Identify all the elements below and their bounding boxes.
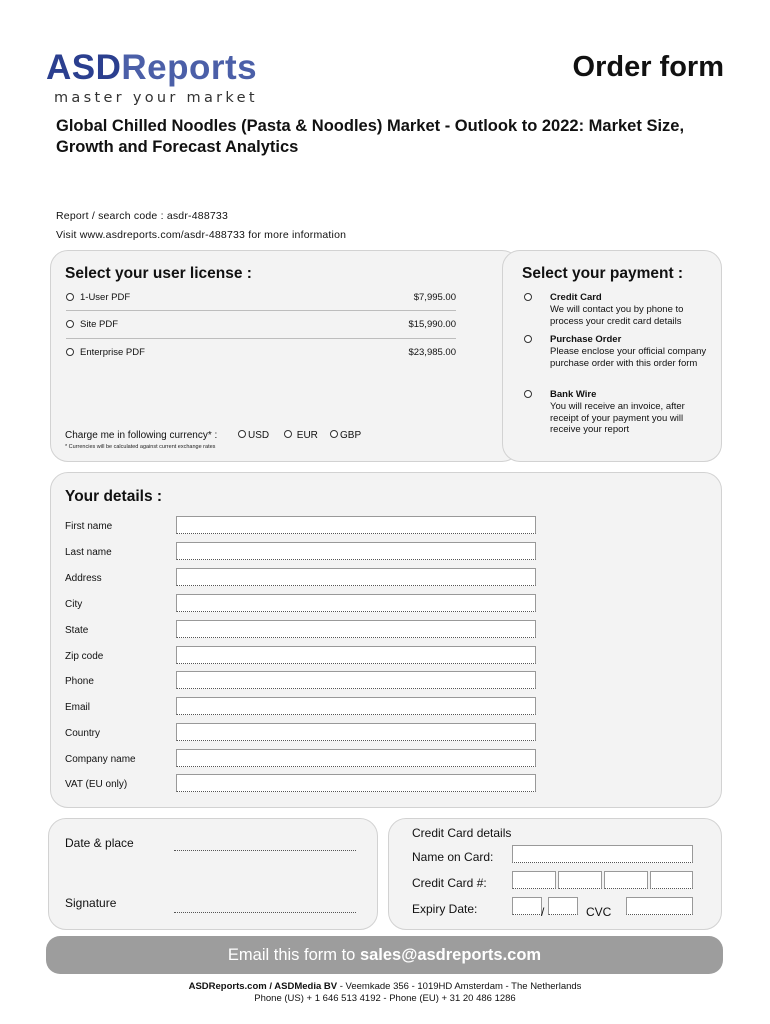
footer-company: ASDMedia BV	[274, 981, 338, 992]
license-label: 1-User PDF	[80, 292, 131, 303]
date-signature-panel	[48, 818, 378, 930]
card-number-label: Credit Card #:	[412, 876, 487, 890]
cvc-label: CVC	[586, 905, 612, 919]
zip-code-field[interactable]	[176, 646, 536, 664]
email-label: Email	[65, 702, 91, 713]
card-number-field-3[interactable]	[604, 871, 648, 889]
currency-radio-icon[interactable]	[284, 430, 292, 438]
payment-radio-icon[interactable]	[524, 335, 532, 343]
address-label: Address	[65, 573, 102, 584]
zip-code-label: Zip code	[65, 651, 104, 662]
state-label: State	[65, 625, 89, 636]
asdreports-logo	[46, 48, 258, 106]
report-title: Global Chilled Noodles (Pasta & Noodles) Market - Outlook to 2022: Market Size, Growth and Forecast Analytics	[56, 117, 685, 156]
license-radio-icon[interactable]	[66, 320, 74, 328]
license-radio-icon[interactable]	[66, 293, 74, 301]
currency-footnote: * Currencies will be calculated against current exchange rates	[65, 444, 216, 450]
email-field[interactable]	[176, 697, 536, 715]
card-number-field-2[interactable]	[558, 871, 602, 889]
payment-option-desc: Please enclose your official company purchase order with this order form	[550, 346, 707, 369]
license-option-1-user[interactable]	[66, 291, 456, 305]
logo-tagline: master your market	[54, 90, 258, 106]
company-name-field[interactable]	[176, 749, 536, 767]
signature-label: Signature	[65, 896, 117, 910]
currency-radio-icon[interactable]	[330, 430, 338, 438]
first-name-field[interactable]	[176, 516, 536, 534]
card-number-field-4[interactable]	[650, 871, 693, 889]
name-on-card-field[interactable]	[512, 845, 693, 863]
currency-option-eur[interactable]	[284, 430, 318, 441]
credit-card-heading: Credit Card details	[412, 826, 512, 840]
license-label: Enterprise PDF	[80, 347, 145, 358]
country-field[interactable]	[176, 723, 536, 741]
logo-brand-asd: ASD	[46, 48, 122, 87]
cvc-field[interactable]	[626, 897, 693, 915]
payment-option-title: Purchase Order	[550, 334, 622, 345]
email-form-banner	[46, 936, 723, 974]
license-option-site[interactable]	[66, 318, 456, 332]
expiry-date-label: Expiry Date:	[412, 902, 478, 916]
vat-label: VAT (EU only)	[65, 779, 128, 790]
email-banner-prefix: Email this form to	[227, 946, 360, 964]
card-number-field-1[interactable]	[512, 871, 556, 889]
payment-option-title: Credit Card	[550, 292, 602, 303]
country-label: Country	[65, 728, 101, 739]
license-price: $23,985.00	[408, 347, 456, 358]
currency-option-gbp[interactable]	[330, 430, 361, 441]
payment-option-desc: We will contact you by phone to process your credit card details	[550, 304, 684, 327]
form-title: Order form	[572, 51, 724, 83]
payment-option-desc: You will receive an invoice, after receipt of your payment you will receive your report	[550, 401, 685, 435]
address-field[interactable]	[176, 568, 536, 586]
license-divider	[66, 310, 456, 311]
license-title: Select your user license :	[65, 265, 252, 282]
footer-address: - Veemkade 356 - 1019HD Amsterdam - The Netherlands	[337, 981, 582, 992]
phone-field[interactable]	[176, 671, 536, 689]
city-field[interactable]	[176, 594, 536, 612]
details-title: Your details :	[65, 488, 163, 505]
footer-site[interactable]: ASDReports.com	[188, 981, 267, 992]
footer-phones: Phone (US) + 1 646 513 4192 - Phone (EU) + 31 20 486 1286	[254, 993, 516, 1004]
city-label: City	[65, 599, 83, 610]
footer-company-line	[0, 981, 770, 992]
name-on-card-label: Name on Card:	[412, 850, 494, 864]
expiry-year-field[interactable]	[548, 897, 578, 915]
license-label: Site PDF	[80, 319, 119, 330]
last-name-label: Last name	[65, 547, 112, 558]
date-place-label: Date & place	[65, 836, 134, 850]
footer-sep: /	[266, 981, 275, 992]
currency-label-usd: USD	[248, 430, 270, 441]
vat-field[interactable]	[176, 774, 536, 792]
currency-option-usd[interactable]	[238, 430, 269, 441]
expiry-slash: /	[541, 905, 545, 919]
payment-title: Select your payment :	[522, 265, 684, 282]
payment-option-title: Bank Wire	[550, 389, 597, 400]
signature-line[interactable]	[174, 912, 356, 913]
first-name-label: First name	[65, 521, 113, 532]
license-divider	[66, 338, 456, 339]
payment-radio-icon[interactable]	[524, 390, 532, 398]
expiry-month-field[interactable]	[512, 897, 542, 915]
license-price: $7,995.00	[413, 292, 456, 303]
sales-email-link[interactable]: sales@asdreports.com	[359, 946, 542, 964]
currency-label-gbp: GBP	[340, 430, 362, 441]
logo-wordmark	[46, 50, 257, 85]
currency-label-eur: EUR	[296, 430, 318, 441]
payment-radio-icon[interactable]	[524, 293, 532, 301]
company-name-label: Company name	[65, 754, 136, 765]
report-visit-link[interactable]: Visit www.asdreports.com/asdr-488733 for more information	[56, 229, 347, 241]
license-price: $15,990.00	[408, 319, 456, 330]
last-name-field[interactable]	[176, 542, 536, 560]
report-code: Report / search code : asdr-488733	[56, 210, 228, 222]
state-field[interactable]	[176, 620, 536, 638]
date-place-line[interactable]	[174, 850, 356, 851]
logo-brand-reports: Reports	[121, 48, 258, 87]
license-radio-icon[interactable]	[66, 348, 74, 356]
license-option-enterprise[interactable]	[66, 346, 456, 360]
currency-label: Charge me in following currency* :	[65, 430, 218, 441]
phone-label: Phone	[65, 676, 94, 687]
currency-radio-icon[interactable]	[238, 430, 246, 438]
